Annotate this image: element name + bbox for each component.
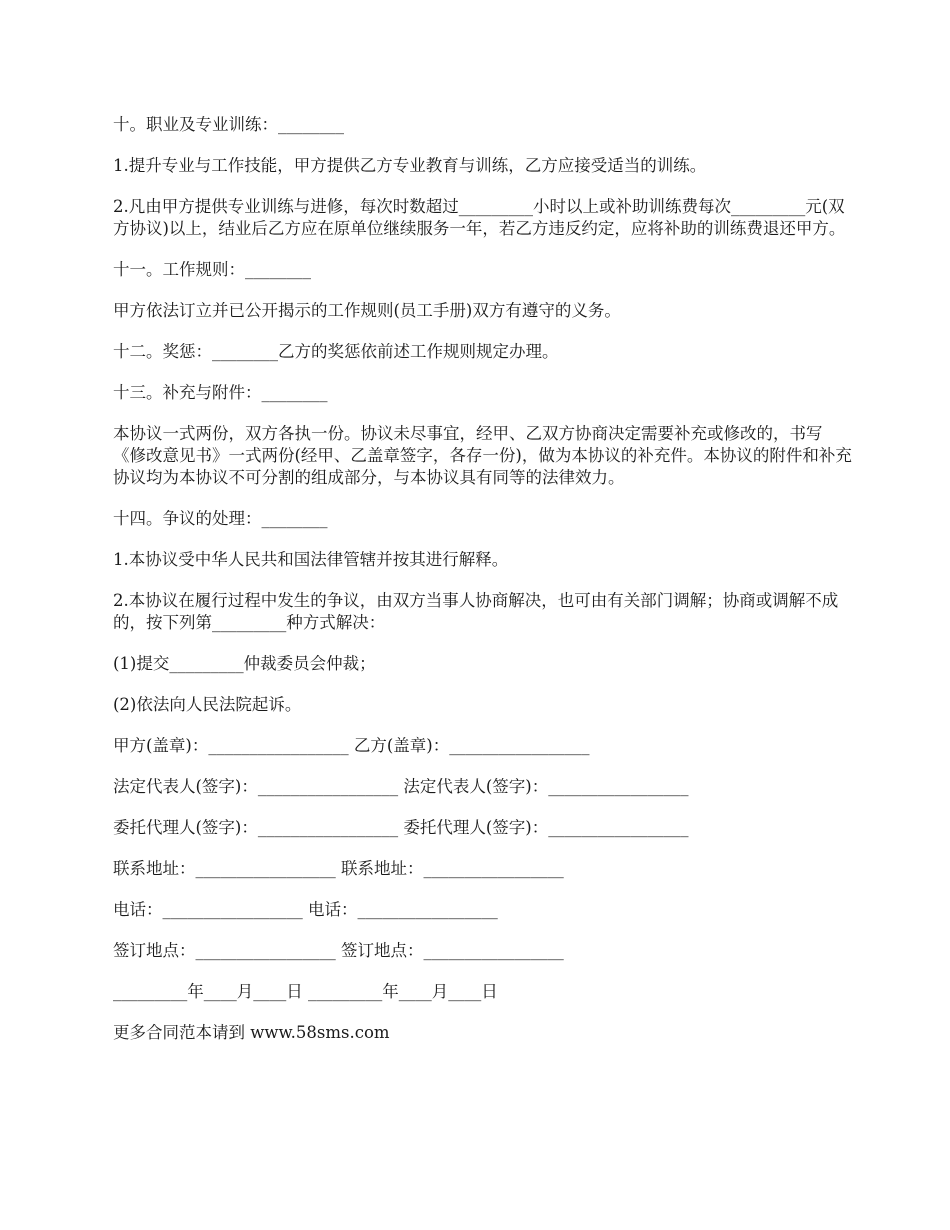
signature-address: 联系地址：_________________ 联系地址：_________________: [113, 859, 564, 878]
section-11-heading: 十一。工作规则：________: [113, 260, 311, 279]
document-page: [113, 114, 853, 1063]
section-14-item-2: 2.本协议在履行过程中发生的争议，由双方当事人协商解决，也可由有关部门调解；协商或调解不成的，按下列第_________种方式解决：: [113, 591, 839, 632]
signature-phone: 电话：_________________ 电话：_________________: [113, 900, 498, 919]
signature-date: _________年____月____日 _________年____月____日: [113, 982, 498, 1001]
section-10-item-2: 2.凡由甲方提供专业训练与进修，每次时数超过_________小时以上或补助训练费每次_________元(双方协议)以上，结业后乙方应在原单位继续服务一年，若乙方违反约定，应将补助的训练费退还甲方。: [113, 197, 846, 238]
section-10-item-1: 1.提升专业与工作技能，甲方提供乙方专业教育与训练，乙方应接受适当的训练。: [113, 156, 707, 175]
section-14-item-1: 1.本协议受中华人民共和国法律管辖并按其进行解释。: [113, 550, 509, 569]
option-court: (2)依法向人民法院起诉。: [113, 695, 302, 714]
section-13-body: 本协议一式两份，双方各执一份。协议未尽事宜，经甲、乙双方协商决定需要补充或修改的，书写《修改意见书》一式两份(经甲、乙盖章签字，各存一份)，做为本协议的补充件。本协议的附件和补充协议均为本协议不可分割的组成部分，与本协议具有同等的法律效力。: [113, 424, 852, 487]
signature-legal-rep: 法定代表人(签字)：_________________ 法定代表人(签字)：_________________: [113, 777, 689, 796]
signature-agent: 委托代理人(签字)：_________________ 委托代理人(签字)：_________________: [113, 818, 689, 837]
section-14-heading: 十四。争议的处理：________: [113, 509, 328, 528]
section-13-heading: 十三。补充与附件：________: [113, 383, 328, 402]
footer-note: 更多合同范本请到 www.58sms.com: [113, 1023, 390, 1042]
section-11-body: 甲方依法订立并已公开揭示的工作规则(员工手册)双方有遵守的义务。: [113, 301, 621, 320]
signature-place: 签订地点：_________________ 签订地点：_________________: [113, 941, 564, 960]
section-12-heading: 十二。奖惩：________乙方的奖惩依前述工作规则规定办理。: [113, 342, 559, 361]
section-10-heading: 十。职业及专业训练：________: [113, 115, 344, 134]
option-arbitration: (1)提交_________仲裁委员会仲裁；: [113, 654, 376, 673]
signature-party-seal: 甲方(盖章)：_________________ 乙方(盖章)：_________________: [113, 736, 590, 755]
